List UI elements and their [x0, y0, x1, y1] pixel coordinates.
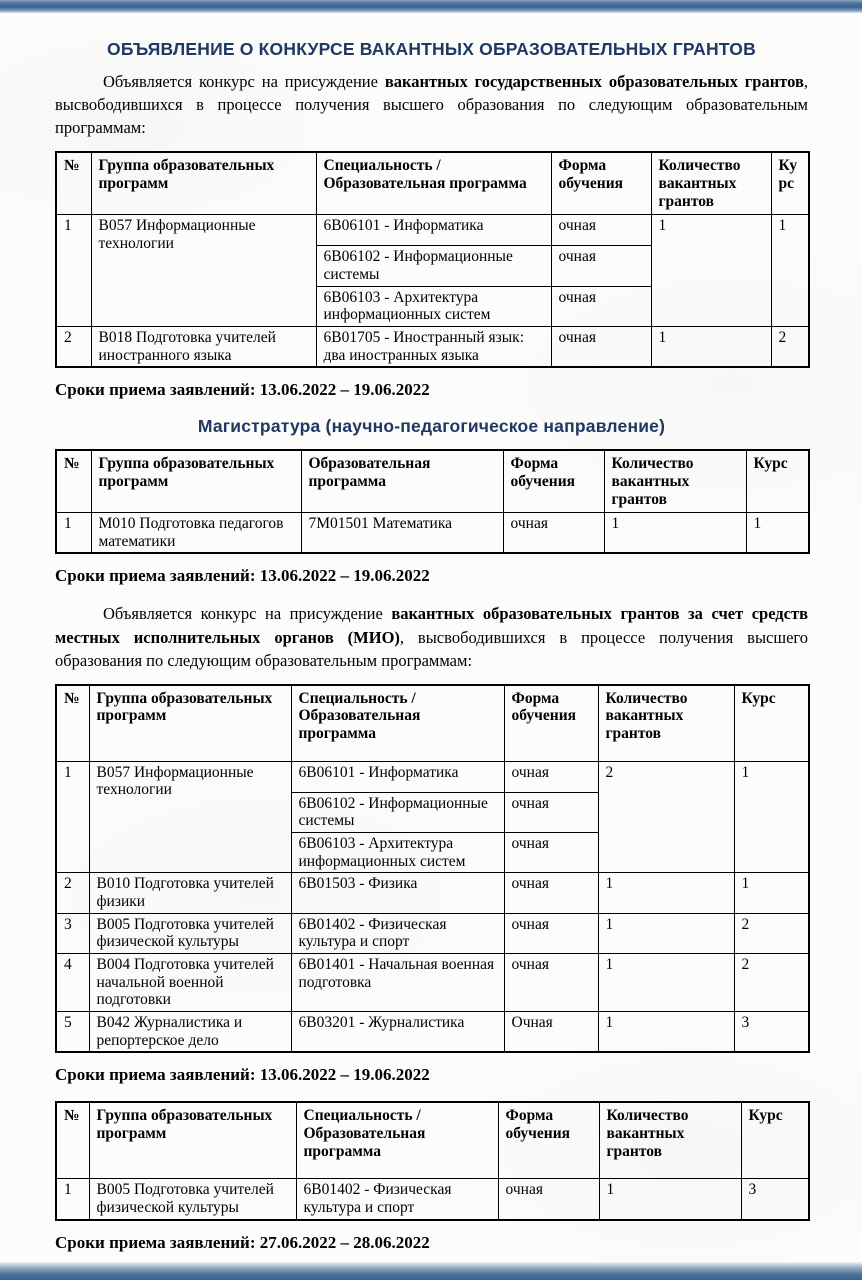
- cell-form: очная: [551, 246, 651, 286]
- cell-num: 2: [56, 326, 91, 367]
- table-row: [56, 953, 809, 1011]
- cell-group: B005 Подготовка учителей физической культуры: [89, 913, 291, 953]
- deadline-text-1: Сроки приема заявлений: 13.06.2022 – 19.06.2022: [55, 380, 430, 400]
- col-header-program: Образовательная программа: [301, 450, 503, 512]
- cell-num: 2: [56, 873, 89, 913]
- table-row: [56, 215, 809, 246]
- col-header-count: Количество вакантных грантов: [599, 1102, 741, 1178]
- cell-specialty: 6B01503 - Физика: [291, 873, 504, 913]
- cell-count: 2: [598, 761, 734, 873]
- col-header-count: Количество вакантных грантов: [651, 152, 771, 214]
- cell-program: 7M01501 Математика: [301, 513, 503, 554]
- col-header-group: Группа образовательных программ: [91, 450, 301, 512]
- intro-paragraph-tail: , высвободившихся в процессе получения высшего образования по следующим образовательным программам:: [55, 72, 808, 138]
- col-header-specialty: Специальность / Образовательная программа: [316, 152, 551, 214]
- cell-specialty: 6B06102 - Информационные системы: [291, 792, 504, 832]
- cell-course: 1: [746, 513, 809, 554]
- cell-group: B018 Подготовка учителей иностранного языка: [91, 326, 316, 367]
- cell-form: очная: [504, 913, 598, 953]
- cell-specialty: 6B06102 - Информационные системы: [316, 246, 551, 286]
- cell-num: 1: [56, 513, 91, 554]
- mio-paragraph-bold: вакантных образовательных грантов за счет средств местных исполнительных органов (МИО): [55, 604, 808, 647]
- cell-course: 1: [771, 215, 809, 327]
- cell-num: 3: [56, 913, 89, 953]
- cell-specialty: 6B01705 - Иностранный язык: два иностранных языка: [316, 326, 551, 367]
- cell-group: B004 Подготовка учителей начальной военной подготовки: [89, 953, 291, 1011]
- col-header-course: Курс: [746, 450, 809, 512]
- col-header-num: №: [56, 152, 91, 214]
- cell-course: 2: [734, 953, 809, 1011]
- cell-form: очная: [504, 761, 598, 792]
- mio-paragraph: [55, 602, 808, 671]
- cell-specialty: 6B01402 - Физическая культура и спорт: [296, 1179, 498, 1220]
- table-row: [56, 873, 809, 913]
- mio-paragraph-tail: , высвободившихся в процессе получения высшего образования по следующим образовательным программам:: [55, 627, 808, 670]
- deadline-text-3: Сроки приема заявлений: 13.06.2022 – 19.06.2022: [55, 1065, 430, 1085]
- cell-count: 1: [598, 913, 734, 953]
- table-header-row: [56, 152, 809, 214]
- col-header-form: Форма обучения: [498, 1102, 599, 1178]
- cell-course: 1: [734, 761, 809, 873]
- intro-paragraph-lead: Объявляется конкурс на присуждение: [103, 72, 385, 91]
- cell-group: B005 Подготовка учителей физической культуры: [89, 1179, 296, 1220]
- cell-num: 5: [56, 1011, 89, 1052]
- top-border-bar: [0, 0, 862, 13]
- mio-paragraph-lead: Объявляется конкурс на присуждение: [103, 604, 392, 624]
- cell-course: 3: [741, 1179, 809, 1220]
- cell-specialty: 6B01401 - Начальная военная подготовка: [291, 953, 504, 1011]
- mio-grants-table-2: [55, 1101, 810, 1220]
- col-header-num: №: [56, 685, 89, 761]
- bottom-border-bar: [0, 1262, 862, 1280]
- cell-count: 1: [604, 513, 746, 554]
- col-header-course: Курс: [771, 152, 809, 214]
- page-title: ОБЪЯВЛЕНИЕ О КОНКУРСЕ ВАКАНТНЫХ ОБРАЗОВАТЕЛЬНЫХ ГРАНТОВ: [107, 39, 756, 59]
- cell-count: 1: [651, 326, 771, 367]
- cell-form: очная: [551, 326, 651, 367]
- deadline-text-4: Сроки приема заявлений: 27.06.2022 – 28.06.2022: [55, 1232, 430, 1252]
- intro-paragraph: [55, 70, 808, 139]
- bachelor-grants-table: [55, 151, 810, 368]
- col-header-specialty: Специальность / Образовательная программа: [296, 1102, 498, 1178]
- cell-form: очная: [498, 1179, 599, 1220]
- col-header-group: Группа образовательных программ: [91, 152, 316, 214]
- cell-count: 1: [598, 873, 734, 913]
- cell-group: B042 Журналистика и репортерское дело: [89, 1011, 291, 1052]
- cell-course: 3: [734, 1011, 809, 1052]
- cell-form: очная: [504, 833, 598, 873]
- cell-specialty: 6B06103 - Архитектура информационных систем: [316, 286, 551, 326]
- cell-count: 1: [651, 215, 771, 327]
- magistracy-grants-table: [55, 449, 810, 554]
- cell-group: B057 Информационные технологии: [91, 215, 316, 327]
- table-row: [56, 513, 809, 554]
- col-header-count: Количество вакантных грантов: [598, 685, 734, 761]
- cell-specialty: 6B01402 - Физическая культура и спорт: [291, 913, 504, 953]
- cell-num: 1: [56, 1179, 89, 1220]
- cell-course: 1: [734, 873, 809, 913]
- cell-course: 2: [771, 326, 809, 367]
- table-header-row: [56, 450, 809, 512]
- cell-num: 4: [56, 953, 89, 1011]
- deadline-text-2: Сроки приема заявлений: 13.06.2022 – 19.06.2022: [55, 566, 430, 586]
- col-header-course: Курс: [741, 1102, 809, 1178]
- col-header-num: №: [56, 1102, 89, 1178]
- col-header-course: Курс: [734, 685, 809, 761]
- table-row: [56, 1011, 809, 1052]
- col-header-num: №: [56, 450, 91, 512]
- col-header-group: Группа образовательных программ: [89, 1102, 296, 1178]
- col-header-form: Форма обучения: [504, 685, 598, 761]
- col-header-specialty: Специальность / Образовательная программа: [291, 685, 504, 761]
- col-header-group: Группа образовательных программ: [89, 685, 291, 761]
- table-row: [56, 761, 809, 792]
- cell-group: B010 Подготовка учителей физики: [89, 873, 291, 913]
- cell-form: Очная: [504, 1011, 598, 1052]
- mio-grants-table: [55, 684, 810, 1054]
- cell-num: 1: [56, 761, 89, 873]
- col-header-form: Форма обучения: [503, 450, 604, 512]
- cell-form: очная: [504, 792, 598, 832]
- cell-num: 1: [56, 215, 91, 327]
- cell-form: очная: [504, 873, 598, 913]
- cell-specialty: 6B06103 - Архитектура информационных систем: [291, 833, 504, 873]
- col-header-form: Форма обучения: [551, 152, 651, 214]
- document-page: [0, 13, 862, 1253]
- cell-specialty: 6B06101 - Информатика: [316, 215, 551, 246]
- cell-form: очная: [504, 953, 598, 1011]
- cell-form: очная: [551, 286, 651, 326]
- col-header-count: Количество вакантных грантов: [604, 450, 746, 512]
- cell-specialty: 6B03201 - Журналистика: [291, 1011, 504, 1052]
- table-row: [56, 1179, 809, 1220]
- table-row: [56, 913, 809, 953]
- cell-form: очная: [503, 513, 604, 554]
- intro-paragraph-bold: вакантных государственных образовательных грантов: [384, 72, 804, 91]
- cell-form: очная: [551, 215, 651, 246]
- cell-group: M010 Подготовка педагогов математики: [91, 513, 301, 554]
- table-row: [56, 326, 809, 367]
- cell-specialty: 6B06101 - Информатика: [291, 761, 504, 792]
- cell-count: 1: [598, 953, 734, 1011]
- cell-count: 1: [599, 1179, 741, 1220]
- cell-count: 1: [598, 1011, 734, 1052]
- cell-group: B057 Информационные технологии: [89, 761, 291, 873]
- section-subtitle-magistratura: Магистратура (научно-педагогическое направление): [197, 416, 666, 437]
- table-header-row: [56, 1102, 809, 1178]
- cell-course: 2: [734, 913, 809, 953]
- table-header-row: [56, 685, 809, 761]
